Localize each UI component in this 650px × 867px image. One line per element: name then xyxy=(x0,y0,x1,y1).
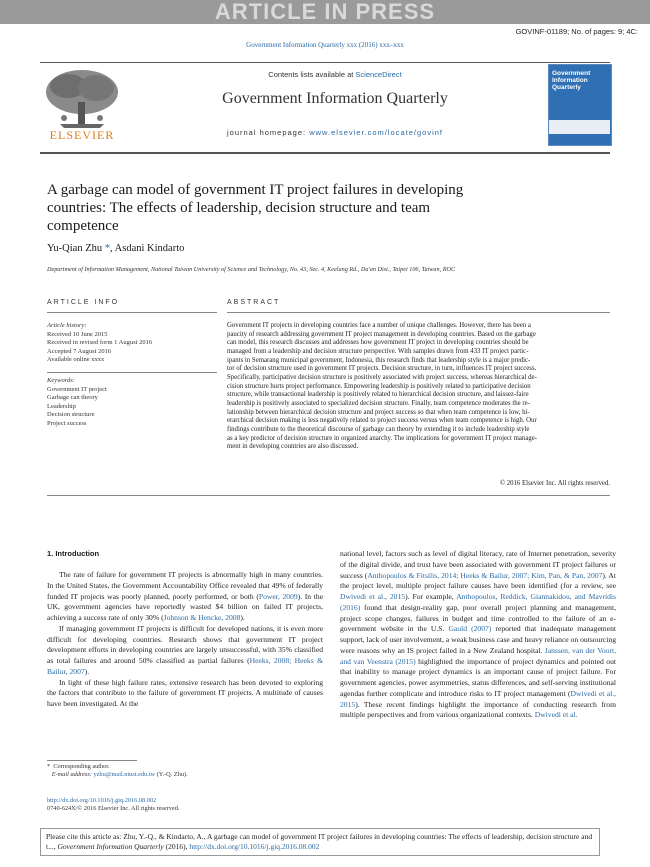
abstract-line: structure, while transactional leadership is positively related to hierarchical decision structure, and laissez-faire xyxy=(227,391,529,399)
reference-link[interactable]: Power, 2009 xyxy=(258,591,298,601)
reference-link[interactable]: Anthopoulos & Fitsilis, 2014; Heeks & Bailur, 2007; Kim, Pan, & Pan, 2007 xyxy=(367,570,603,580)
abstract-line: ipants in Semarang municipal government, Indonesia, this research finds that leadership style is a major predic- xyxy=(227,356,531,364)
abstract-bottom-rule xyxy=(47,495,610,496)
article-info-rule xyxy=(47,312,217,313)
abstract-line: Specifically, participative decision structure is positively associated with project success, whereas hierarchical de- xyxy=(227,373,537,381)
keyword-entry: Garbage can theory xyxy=(47,394,98,401)
abstract-body xyxy=(227,322,610,452)
body-text: The rate of failure for government IT projects is abnormally high in many countries. In the United States, the Government Accountability Office revealed that 49% of federally funded IT projects was poorly planned, poorly performed, or both ( xyxy=(47,570,323,601)
body-paragraph xyxy=(47,624,323,678)
journal-homepage-link[interactable]: www.elsevier.com/locate/govinf xyxy=(309,128,443,137)
footnote-email-line xyxy=(47,771,188,779)
abstract-line: paucity of research addressing government IT project management in developing countries. Based on the garbage xyxy=(227,330,536,338)
doi-block xyxy=(47,797,179,813)
article-info-heading: ARTICLE INFO xyxy=(47,299,120,306)
body-text: ). xyxy=(240,613,245,622)
abstract-line: as a key predictor of decision structure in organized anarchy. The implications for government IT project manage- xyxy=(227,434,538,442)
email-label: E-mail address: xyxy=(51,771,94,778)
abstract-line: findings contribute to the theoretical discourse of garbage can theory by extending it to include leadership style xyxy=(227,425,530,433)
keyword-entry: Leadership xyxy=(47,402,76,410)
article-in-press-banner: ARTICLE IN PRESS xyxy=(214,0,436,24)
intro-right-column xyxy=(340,549,616,721)
affiliation: Department of Information Management, National Taiwan University of Science and Technology, No. 43, Sec. 4, Keelung Rd., Da'an Dist., Taipei 106, Taiwan, ROC xyxy=(47,266,456,273)
article-history xyxy=(47,322,217,365)
footnote xyxy=(47,763,188,779)
cite-prefix: Please cite this article as: Zhu, Y.-Q., & Kindarto, A., A garbage can model of government IT project failures in developing countries: The effects of leadership, decision structure and t..., xyxy=(46,832,593,851)
contents-prefix: Contents lists available at xyxy=(268,70,356,79)
issn-line: 0740-624X/© 2016 Elsevier Inc. All rights reserved. xyxy=(47,805,180,812)
keywords-rule xyxy=(47,372,217,373)
abstract-line: erarchical decision making is less negatively related to project success versus when team competence is high. Our xyxy=(227,417,537,425)
reference-link[interactable]: Anthopoulos, Reddick, Giannakidou, and Mavridis (2016) xyxy=(340,592,616,612)
body-text: national level, factors such as level of digital literacy, rate of Internet penetration, severity of the digital divide, and trust have been associated with government IT project failures or success ( xyxy=(340,549,616,580)
elsevier-wordmark: ELSEVIER xyxy=(49,128,115,142)
abstract-line: cision structure hurts project performance. Empowering leadership is positively related to participative decision xyxy=(227,382,531,390)
body-text: reported that inadequate management support, lack of user involvement, a weak business case and heavy reliance on outsourcing were reasons why an IS project failed in a New Zealand hospital. xyxy=(340,624,616,655)
abstract-line: lationship between hierarchical decision structure and project success so that when team competence is low, hi- xyxy=(227,408,530,416)
copyright-notice: © 2016 Elsevier Inc. All rights reserved. xyxy=(499,480,610,487)
sciencedirect-link[interactable]: ScienceDirect xyxy=(355,70,402,79)
email-link[interactable]: yzhu@mail.ntust.edu.tw xyxy=(93,771,156,778)
keywords-label: Keywords: xyxy=(47,377,75,384)
corresponding-author-mark[interactable]: * xyxy=(102,243,110,254)
cite-doi-link[interactable]: http://dx.doi.org/10.1016/j.giq.2016.08.002 xyxy=(189,842,320,851)
cite-year: (2016), xyxy=(163,842,190,851)
footnote-corresponding-text: Corresponding author. xyxy=(53,763,110,770)
please-cite-box xyxy=(40,828,600,856)
article-title: A garbage can model of government IT project failures in developing countries: The effects of leadership, decision structure and team competence xyxy=(47,182,464,234)
authors-line xyxy=(47,243,184,254)
body-text: In light of these high failure rates, extensive research has been devoted to exploring the factors that contribute to the failure of government IT projects. A multitude of causes have been investigated. At the xyxy=(47,677,323,708)
email-suffix: (Y.-Q. Zhu). xyxy=(155,771,188,778)
footnote-marker: * xyxy=(47,763,51,770)
abstract-line: ment in developing countries are also discussed. xyxy=(227,443,359,451)
keyword-entry: Government IT project xyxy=(47,385,107,393)
footnote-rule xyxy=(47,760,137,761)
article-history-list xyxy=(47,331,217,365)
journal-title: Government Information Quarterly xyxy=(222,90,448,107)
header-bottom-rule xyxy=(40,152,610,154)
body-text: ). For example, xyxy=(405,592,457,601)
keywords-block xyxy=(47,377,217,428)
abstract-heading: ABSTRACT xyxy=(227,299,281,306)
abstract-line: managed from a leadership and decision structure perspective. With samples drawn from 433 IT project partic- xyxy=(227,347,529,355)
body-text: highlighted the importance of project dynamics and pointed out that inability to manage project dynamics is an important cause of project failure. For government agencies, power asymmetries, status differences, and self-serving institutional agendas further complicate and introduce risks to IT project management ( xyxy=(340,656,616,698)
keywords-list xyxy=(47,386,217,429)
doi-link[interactable]: http://dx.doi.org/10.1016/j.giq.2016.08.002 xyxy=(47,797,157,804)
body-text: ). At the project level, multiple project failure causes have been identified (for a review, see xyxy=(340,570,616,591)
contents-available-line xyxy=(130,70,540,79)
reference-link[interactable]: Heeks, 2008; Heeks & Bailur, 2007 xyxy=(47,656,323,676)
author-zhu: Yu-Qian Zhu xyxy=(47,243,103,254)
reference-link[interactable]: Johnson & Hencke, 2008 xyxy=(163,613,241,622)
abstract-line: can model, this research discusses and addresses how government IT project in developing countries should be xyxy=(227,339,529,347)
abstract-rule xyxy=(227,312,610,313)
cite-journal: Government Information Quarterly xyxy=(57,842,164,851)
journal-cover-title: Government Information Quarterly xyxy=(552,70,591,91)
history-entry: Available online xxxx xyxy=(47,356,105,363)
history-entry: Received in revised form 1 August 2016 xyxy=(47,339,153,346)
header-top-rule xyxy=(40,62,610,63)
keyword-entry: Project success xyxy=(47,419,87,427)
body-text: ). In the UK, government agencies have reportedly wasted $4 billion on failed IT projects, achieving a success rate of only 30% ( xyxy=(47,591,323,622)
reference-link[interactable]: Dwivedi et al., 2015 xyxy=(340,688,616,709)
abstract-line: tor of decision structure used in government IT projects. Decision structure, in turn, influences IT project success. xyxy=(227,365,537,373)
body-text: ). xyxy=(84,666,90,676)
body-text: found that design-reality gap, poor overall project planning and management, project scope changes, failures in budget and time controlled to the failure of an e-government website in the U.S. xyxy=(340,602,616,634)
reference-link[interactable]: Janssen, van der Voort, and van Veenstra (2015) xyxy=(340,645,616,666)
keyword-entry: Decision structure xyxy=(47,411,95,418)
history-entry: Accepted 7 August 2016 xyxy=(47,347,112,355)
body-paragraph xyxy=(340,549,616,721)
article-history-label: Article history: xyxy=(47,322,87,329)
document-id: GOVINF-01189; No. of pages: 9; 4C: xyxy=(515,27,638,36)
body-paragraph xyxy=(47,570,323,624)
footnote-corresponding xyxy=(47,763,188,771)
author-kindarto: , Asdani Kindarto xyxy=(110,243,185,254)
journal-homepage-line xyxy=(130,128,540,137)
reference-link[interactable]: Gauld (2007) xyxy=(448,624,492,634)
body-text: ). These recent findings highlight the importance of conducting research from multiple perspectives and from various organizational contexts. xyxy=(340,699,616,720)
reference-link[interactable]: Dwivedi et al., 2015 xyxy=(340,592,406,601)
body-text: If managing government IT projects is difficult for developed nations, it is even more difficult for developing countries. Research shows that government IT project development efforts in developing countries are largely unsuccessful, with 35% classified as total failures and around 50% classified as partial failures ( xyxy=(47,623,323,665)
body-paragraph xyxy=(47,678,323,710)
introduction-heading: 1. Introduction xyxy=(47,549,100,558)
top-citation-link[interactable]: Government Information Quarterly xxx (2016) xxx–xxx xyxy=(246,41,404,49)
journal-homepage-prefix: journal homepage: xyxy=(226,128,310,137)
history-entry: Received 10 June 2015 xyxy=(47,330,108,338)
abstract-line: leadership is positively associated to specialized decision structure. Finally, team competence moderates the re- xyxy=(227,399,530,407)
abstract-line: Government IT projects in developing countries face a number of unique challenges. However, there has been a xyxy=(227,322,531,329)
intro-left-column xyxy=(47,570,323,710)
reference-link[interactable]: Dwivedi et al. xyxy=(534,710,578,720)
journal-cover-band xyxy=(549,120,610,134)
